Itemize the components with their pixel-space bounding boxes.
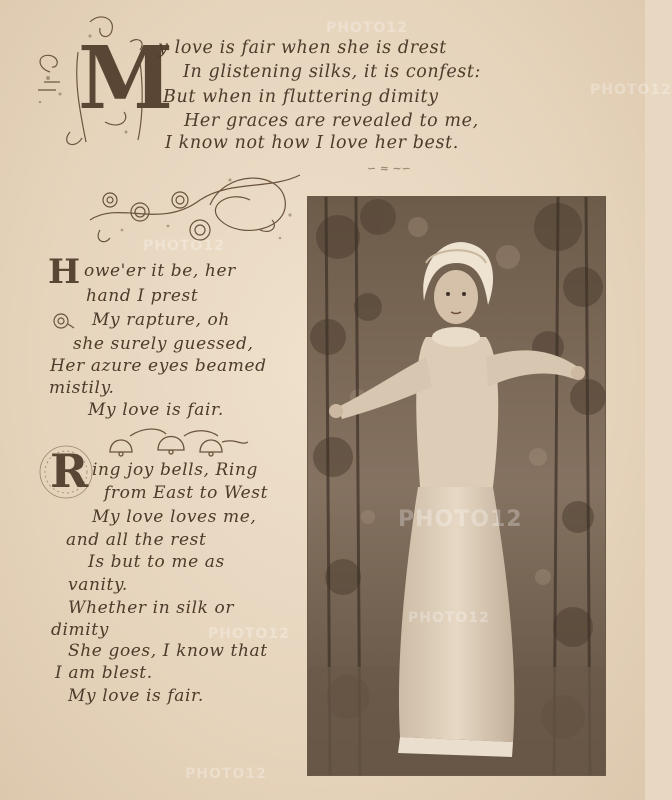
small-flower-ornament	[50, 310, 76, 332]
poem-line: owe'er it be, her	[84, 261, 236, 281]
artist-signature-mark: ∽ ≈ ∼∽	[367, 162, 411, 175]
watermark: PHOTO12	[208, 626, 290, 642]
bells-ornament	[100, 422, 250, 462]
poem-line: she surely guessed,	[73, 334, 254, 354]
watermark: PHOTO12	[143, 238, 225, 254]
poem-line: Her azure eyes beamed	[50, 356, 267, 376]
poem-line: Is but to me as	[88, 552, 225, 572]
poem-line: My love loves me,	[92, 507, 257, 527]
poem-line: Whether in silk or	[68, 598, 235, 618]
poem-line: hand I prest	[86, 286, 199, 306]
sepia-photograph-woman-in-bonnet	[308, 197, 605, 775]
watermark: PHOTO12	[590, 82, 672, 98]
poem-line: My love is fair.	[88, 400, 224, 420]
initial-h: H	[48, 252, 81, 292]
poem-line: from East to West	[104, 483, 269, 503]
poem-line: mistily.	[49, 378, 115, 398]
watermark: PHOTO12	[408, 610, 490, 626]
poem-line: I know not how I love her best.	[165, 133, 459, 153]
poem-line: and all the rest	[66, 530, 207, 550]
poem-line: In glistening silks, it is confest:	[183, 62, 481, 82]
watermark: PHOTO12	[398, 507, 523, 532]
poem-line: y love is fair when she is drest	[158, 38, 447, 58]
poem-line: I am blest.	[55, 663, 153, 683]
poem-line: My love is fair.	[68, 686, 204, 706]
poem-line: vanity.	[68, 575, 128, 595]
poem-line: She goes, I know that	[68, 641, 268, 661]
poem-line: But when in fluttering dimity	[163, 87, 439, 107]
initial-m: M	[78, 28, 174, 129]
poem-line: dimity	[51, 620, 109, 640]
rose-scroll-ornament	[80, 160, 310, 250]
poem-line: Her graces are revealed to me,	[184, 111, 479, 131]
watermark: PHOTO12	[185, 766, 267, 782]
watermark: PHOTO12	[326, 20, 408, 36]
initial-r: R	[50, 444, 89, 498]
poem-line: My rapture, oh	[92, 310, 230, 330]
poem-line: ing joy bells, Ring	[92, 460, 259, 480]
